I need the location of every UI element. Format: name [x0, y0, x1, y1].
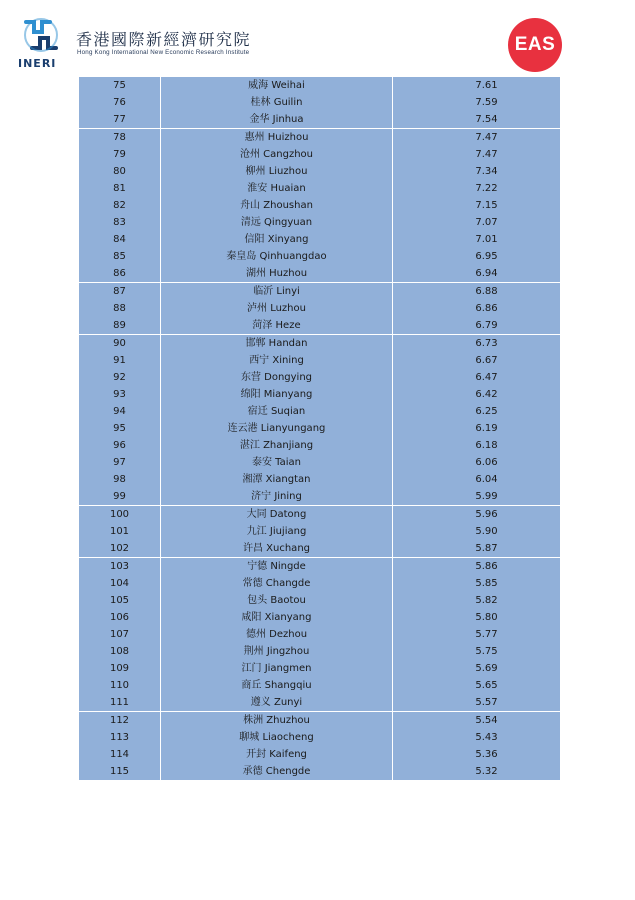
- city-cell: 威海 Weihai: [161, 77, 393, 94]
- ineri-logo-icon: [18, 16, 64, 54]
- rank-cell: 75: [79, 77, 161, 94]
- table-row: [79, 677, 561, 694]
- table-row: [79, 369, 561, 386]
- table-row: [79, 403, 561, 420]
- rank-cell: 91: [79, 352, 161, 369]
- score-cell: 5.77: [393, 626, 561, 643]
- table-row: [79, 317, 561, 335]
- score-cell: 6.25: [393, 403, 561, 420]
- city-cell: 常德 Changde: [161, 575, 393, 592]
- rank-cell: 107: [79, 626, 161, 643]
- org-name-english: Hong Kong International New Economic Research Institute: [77, 49, 250, 56]
- city-cell: 沧州 Cangzhou: [161, 146, 393, 163]
- rank-cell: 101: [79, 523, 161, 540]
- city-cell: 许昌 Xuchang: [161, 540, 393, 558]
- city-cell: 遵义 Zunyi: [161, 694, 393, 712]
- score-cell: 5.96: [393, 506, 561, 524]
- rank-cell: 109: [79, 660, 161, 677]
- city-cell: 信阳 Xinyang: [161, 231, 393, 248]
- score-cell: 5.69: [393, 660, 561, 677]
- table-row: [79, 558, 561, 576]
- score-cell: 5.43: [393, 729, 561, 746]
- table-row: [79, 506, 561, 524]
- table-row: [79, 694, 561, 712]
- rank-cell: 104: [79, 575, 161, 592]
- score-cell: 5.80: [393, 609, 561, 626]
- score-cell: 5.86: [393, 558, 561, 576]
- table-row: [79, 437, 561, 454]
- score-cell: 6.86: [393, 300, 561, 317]
- score-cell: 6.88: [393, 283, 561, 301]
- rank-cell: 114: [79, 746, 161, 763]
- city-cell: 柳州 Liuzhou: [161, 163, 393, 180]
- rank-cell: 106: [79, 609, 161, 626]
- city-cell: 宁德 Ningde: [161, 558, 393, 576]
- city-cell: 泰安 Taian: [161, 454, 393, 471]
- score-cell: 5.54: [393, 712, 561, 730]
- table-row: [79, 94, 561, 111]
- rank-cell: 94: [79, 403, 161, 420]
- city-cell: 邯郸 Handan: [161, 335, 393, 353]
- rank-cell: 88: [79, 300, 161, 317]
- score-cell: 7.61: [393, 77, 561, 94]
- score-cell: 6.06: [393, 454, 561, 471]
- table-row: [79, 420, 561, 437]
- table-row: [79, 300, 561, 317]
- rank-cell: 102: [79, 540, 161, 558]
- score-cell: 6.73: [393, 335, 561, 353]
- score-cell: 6.95: [393, 248, 561, 265]
- table-row: [79, 163, 561, 180]
- city-cell: 济宁 Jining: [161, 488, 393, 506]
- rank-cell: 89: [79, 317, 161, 335]
- table-row: [79, 660, 561, 677]
- table-row: [79, 111, 561, 129]
- rank-cell: 76: [79, 94, 161, 111]
- score-cell: 7.47: [393, 129, 561, 147]
- city-cell: 包头 Baotou: [161, 592, 393, 609]
- rank-cell: 79: [79, 146, 161, 163]
- city-cell: 承德 Chengde: [161, 763, 393, 780]
- rank-cell: 93: [79, 386, 161, 403]
- score-cell: 5.87: [393, 540, 561, 558]
- city-cell: 菏泽 Heze: [161, 317, 393, 335]
- rank-cell: 81: [79, 180, 161, 197]
- org-name-chinese: 香港國際新經濟研究院: [76, 30, 252, 49]
- city-cell: 东营 Dongying: [161, 369, 393, 386]
- rank-cell: 92: [79, 369, 161, 386]
- rank-cell: 77: [79, 111, 161, 129]
- score-cell: 5.82: [393, 592, 561, 609]
- city-cell: 开封 Kaifeng: [161, 746, 393, 763]
- rank-cell: 113: [79, 729, 161, 746]
- table-row: [79, 180, 561, 197]
- rank-cell: 96: [79, 437, 161, 454]
- city-cell: 江门 Jiangmen: [161, 660, 393, 677]
- table-row: [79, 231, 561, 248]
- city-cell: 咸阳 Xianyang: [161, 609, 393, 626]
- city-cell: 湖州 Huzhou: [161, 265, 393, 283]
- city-cell: 宿迁 Suqian: [161, 403, 393, 420]
- city-cell: 舟山 Zhoushan: [161, 197, 393, 214]
- rank-cell: 108: [79, 643, 161, 660]
- score-cell: 5.32: [393, 763, 561, 780]
- rank-cell: 90: [79, 335, 161, 353]
- score-cell: 6.94: [393, 265, 561, 283]
- rank-cell: 95: [79, 420, 161, 437]
- table-row: [79, 712, 561, 730]
- rank-cell: 112: [79, 712, 161, 730]
- table-row: [79, 523, 561, 540]
- score-cell: 7.59: [393, 94, 561, 111]
- score-cell: 7.15: [393, 197, 561, 214]
- score-cell: 7.54: [393, 111, 561, 129]
- rank-cell: 83: [79, 214, 161, 231]
- rank-cell: 78: [79, 129, 161, 147]
- score-cell: 7.01: [393, 231, 561, 248]
- rank-cell: 105: [79, 592, 161, 609]
- city-cell: 荆州 Jingzhou: [161, 643, 393, 660]
- city-cell: 连云港 Lianyungang: [161, 420, 393, 437]
- city-cell: 九江 Jiujiang: [161, 523, 393, 540]
- table-row: [79, 265, 561, 283]
- city-cell: 株洲 Zhuzhou: [161, 712, 393, 730]
- table-row: [79, 643, 561, 660]
- rank-cell: 99: [79, 488, 161, 506]
- city-cell: 秦皇岛 Qinhuangdao: [161, 248, 393, 265]
- table-row: [79, 283, 561, 301]
- table-row: [79, 471, 561, 488]
- rank-cell: 84: [79, 231, 161, 248]
- score-cell: 6.04: [393, 471, 561, 488]
- score-cell: 7.07: [393, 214, 561, 231]
- rank-cell: 97: [79, 454, 161, 471]
- score-cell: 6.18: [393, 437, 561, 454]
- score-cell: 5.90: [393, 523, 561, 540]
- table-row: [79, 575, 561, 592]
- table-row: [79, 746, 561, 763]
- rank-cell: 103: [79, 558, 161, 576]
- rank-cell: 98: [79, 471, 161, 488]
- score-cell: 6.79: [393, 317, 561, 335]
- rank-cell: 80: [79, 163, 161, 180]
- page-header: [0, 0, 635, 78]
- score-cell: 6.42: [393, 386, 561, 403]
- table-row: [79, 763, 561, 780]
- table-row: [79, 352, 561, 369]
- city-cell: 淮安 Huaian: [161, 180, 393, 197]
- score-cell: 5.36: [393, 746, 561, 763]
- score-cell: 7.34: [393, 163, 561, 180]
- table-row: [79, 729, 561, 746]
- table-row: [79, 77, 561, 94]
- score-cell: 5.75: [393, 643, 561, 660]
- rank-cell: 87: [79, 283, 161, 301]
- city-cell: 商丘 Shangqiu: [161, 677, 393, 694]
- rank-cell: 111: [79, 694, 161, 712]
- table-row: [79, 386, 561, 403]
- rank-cell: 110: [79, 677, 161, 694]
- city-cell: 西宁 Xining: [161, 352, 393, 369]
- city-cell: 金华 Jinhua: [161, 111, 393, 129]
- table-row: [79, 146, 561, 163]
- score-cell: 7.22: [393, 180, 561, 197]
- score-cell: 6.47: [393, 369, 561, 386]
- table-row: [79, 626, 561, 643]
- table-row: [79, 488, 561, 506]
- table-row: [79, 540, 561, 558]
- city-cell: 惠州 Huizhou: [161, 129, 393, 147]
- score-cell: 5.65: [393, 677, 561, 694]
- table-row: [79, 609, 561, 626]
- rank-cell: 115: [79, 763, 161, 780]
- city-cell: 清远 Qingyuan: [161, 214, 393, 231]
- score-cell: 5.99: [393, 488, 561, 506]
- score-cell: 7.47: [393, 146, 561, 163]
- logo-text: INERI: [18, 57, 57, 70]
- table-row: [79, 335, 561, 353]
- city-cell: 湛江 Zhanjiang: [161, 437, 393, 454]
- city-cell: 湘潭 Xiangtan: [161, 471, 393, 488]
- score-cell: 5.85: [393, 575, 561, 592]
- score-cell: 6.67: [393, 352, 561, 369]
- ranking-table: [78, 77, 560, 780]
- score-cell: 5.57: [393, 694, 561, 712]
- rank-cell: 86: [79, 265, 161, 283]
- eas-badge: EAS: [508, 18, 562, 72]
- table-row: [79, 214, 561, 231]
- rank-cell: 82: [79, 197, 161, 214]
- table-row: [79, 248, 561, 265]
- rank-cell: 100: [79, 506, 161, 524]
- table-row: [79, 129, 561, 147]
- city-cell: 泸州 Luzhou: [161, 300, 393, 317]
- table-row: [79, 592, 561, 609]
- city-cell: 德州 Dezhou: [161, 626, 393, 643]
- city-cell: 大同 Datong: [161, 506, 393, 524]
- rank-cell: 85: [79, 248, 161, 265]
- table-row: [79, 454, 561, 471]
- city-cell: 聊城 Liaocheng: [161, 729, 393, 746]
- city-cell: 绵阳 Mianyang: [161, 386, 393, 403]
- score-cell: 6.19: [393, 420, 561, 437]
- city-cell: 桂林 Guilin: [161, 94, 393, 111]
- city-cell: 临沂 Linyi: [161, 283, 393, 301]
- table-row: [79, 197, 561, 214]
